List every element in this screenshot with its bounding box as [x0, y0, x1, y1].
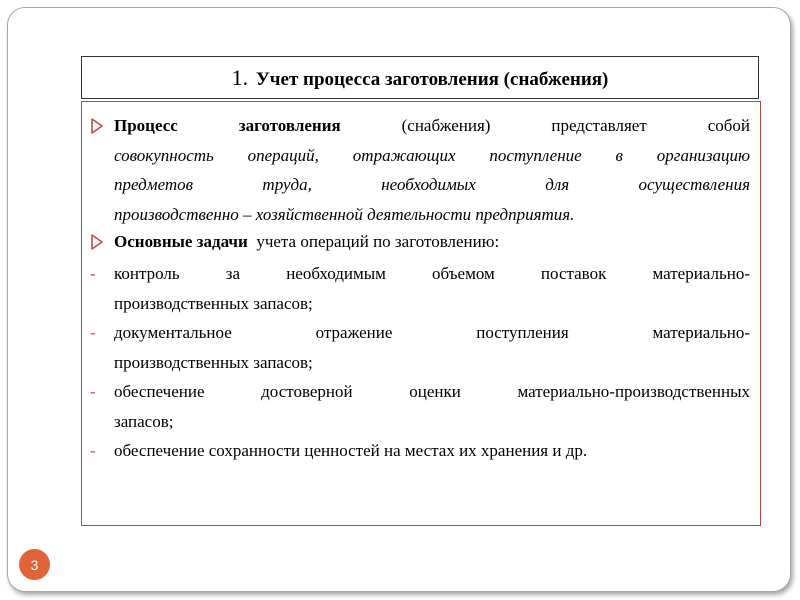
task-item-2-line-2: производственных запасов;: [114, 352, 313, 372]
definition-paragraph: [90, 111, 750, 229]
tasks-heading-bold: Основные задачи: [114, 232, 248, 251]
title-text: Учет процесса заготовления (снабжения): [255, 68, 609, 90]
definition-term: Процесс заготовления: [114, 116, 341, 135]
arrow-bullet-icon: [90, 227, 112, 260]
task-item-4-line-1: обеспечение сохранности ценностей на местах их хранения и др.: [114, 441, 588, 460]
definition-line-3: предметов труда, необходимых для осуществления: [114, 175, 750, 194]
tasks-heading-rest: учета операций по заготовлению:: [256, 232, 500, 251]
definition-line-1: [114, 111, 750, 141]
dash-bullet-icon: -: [90, 264, 96, 283]
tasks-heading: [90, 227, 750, 257]
task-item-1-line-1: контроль за необходимым объемом поставок материально-: [114, 264, 750, 283]
definition-line-4: производственно – хозяйственной деятельности предприятия.: [114, 204, 575, 224]
task-item-4: [90, 436, 750, 466]
definition-lead: (снабжения) представляет собой: [401, 116, 750, 135]
task-item-1: [90, 259, 750, 318]
task-item-1-line-2: производственных запасов;: [114, 293, 313, 313]
task-item-3-line-1: обеспечение достоверной оценки материально-производственных: [114, 382, 750, 401]
definition-line-2: совокупность операций, отражающих поступление в организацию: [114, 145, 750, 165]
title-number: 1.: [231, 64, 249, 90]
arrow-bullet-icon: [90, 111, 112, 144]
title-box: [81, 56, 759, 99]
page-number: 3: [30, 556, 39, 573]
dash-bullet-icon: -: [90, 382, 96, 401]
task-item-3: [90, 377, 750, 436]
task-item-2: [90, 318, 750, 377]
task-item-3-line-2: запасов;: [114, 411, 174, 431]
page-number-badge: [19, 549, 50, 580]
task-item-2-line-1: документальное отражение поступления материально-: [114, 323, 750, 342]
dash-bullet-icon: -: [90, 441, 96, 460]
dash-bullet-icon: -: [90, 323, 96, 342]
tasks-heading-text: [114, 227, 750, 257]
content-box: [81, 101, 761, 526]
slide-title: [232, 65, 609, 91]
